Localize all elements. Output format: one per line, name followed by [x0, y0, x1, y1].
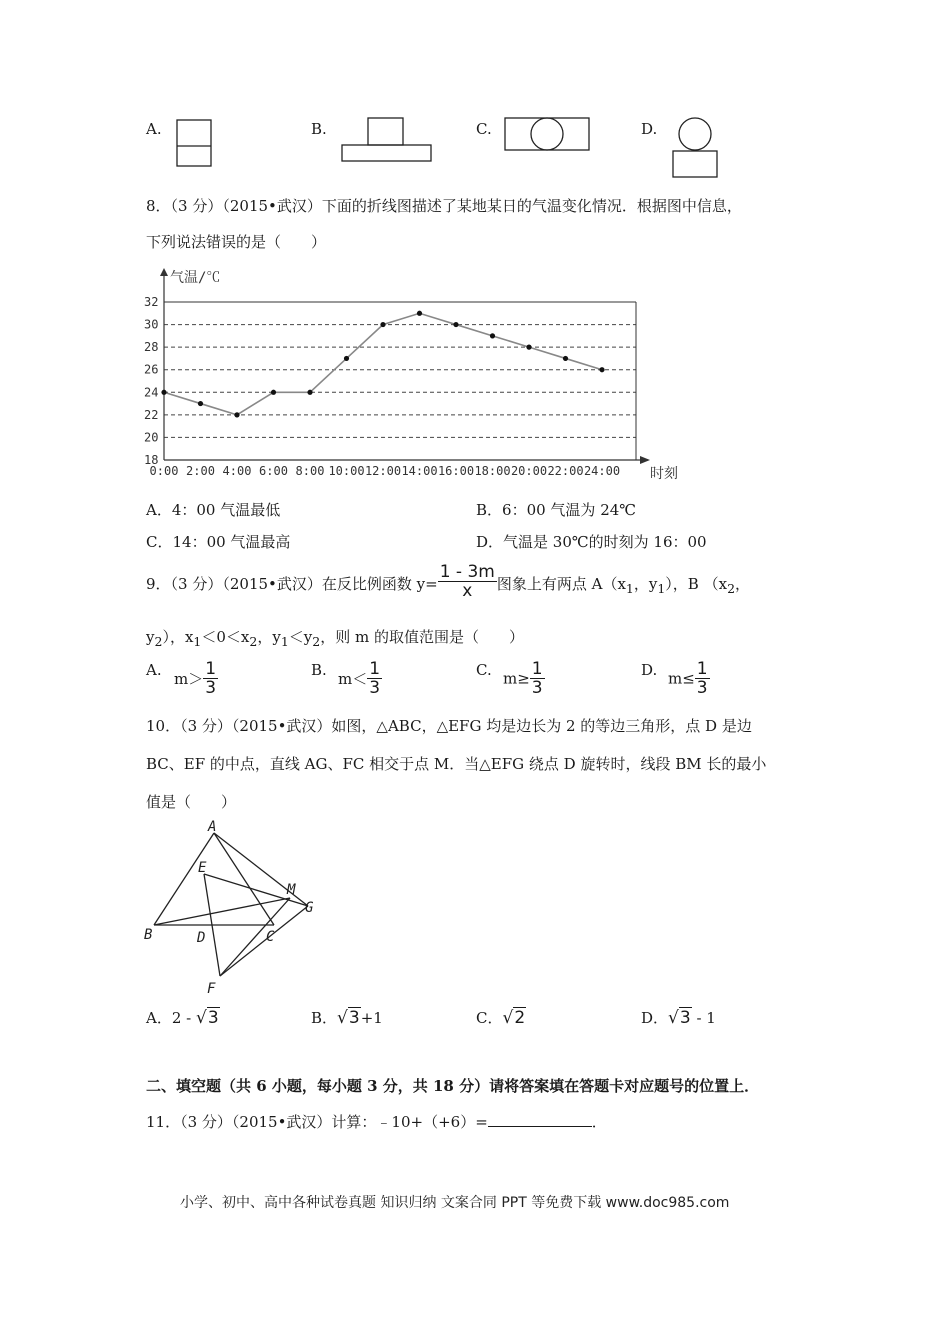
q9-option-a-num: 1	[205, 659, 217, 679]
q7-option-b-label: B.	[311, 120, 327, 138]
data-point-0	[161, 390, 166, 395]
q9-option-c	[503, 660, 545, 697]
data-point-9	[490, 333, 495, 338]
q11-text: 11．（3 分）（2015•武汉）计算：﹣10+（+6）=	[146, 1113, 488, 1131]
q10-option-c-radicand: 2	[514, 1008, 526, 1028]
data-point-8	[453, 322, 458, 327]
q9-option-d-num: 1	[696, 659, 708, 679]
temperature-line-chart	[140, 264, 700, 484]
chart-axes	[160, 268, 650, 464]
q10-option-b-radicand: 3	[348, 1008, 360, 1028]
q8-option-c: C．14：00 气温最高	[146, 533, 291, 551]
x-tick-label-1: 2:00	[186, 464, 215, 478]
q10-option-b-label: B．	[311, 1009, 338, 1027]
q9-option-b-num: 1	[369, 659, 381, 679]
q9-sub-2c: 2	[249, 634, 258, 649]
q10-stem-line1: 10．（3 分）（2015•武汉）如图，△ABC，△EFG 均是边长为 2 的等边三角形，点 D 是边	[146, 717, 752, 735]
data-point-5	[344, 356, 349, 361]
point-label-f: F	[207, 981, 216, 997]
q9-option-d-label: D.	[641, 661, 658, 679]
x-tick-label-9: 18:00	[474, 464, 511, 478]
data-point-1	[198, 401, 203, 406]
q8-stem-line1: 8．（3 分）（2015•武汉）下面的折线图描述了某地某日的气温变化情况．根据图中信息，	[146, 197, 742, 215]
q9-stem-line2	[146, 626, 524, 649]
q9-suffix-b: ，y	[633, 575, 658, 593]
chart-y-axis-label: 气温/℃	[170, 270, 221, 286]
q9-line2-a: y	[146, 628, 155, 646]
chart-x-axis-label: 时刻	[650, 466, 678, 482]
temperature-series	[164, 313, 602, 415]
q10-triangle-figure	[140, 818, 325, 998]
q10-option-d	[641, 1007, 716, 1028]
chart-points	[161, 311, 604, 418]
q7-option-a-label: A.	[146, 120, 162, 138]
q10-option-c-label: C．	[476, 1009, 503, 1027]
q9-line2-c: ＜0＜x	[201, 628, 250, 646]
x-tick-label-7: 14:00	[401, 464, 438, 478]
chart-grid	[164, 325, 636, 438]
q9-option-a	[174, 660, 218, 697]
q9-option-b-frac	[367, 660, 382, 697]
q9-option-d-frac	[695, 660, 710, 697]
q8-option-d: D．气温是 30℃的时刻为 16：00	[476, 533, 707, 551]
q9-sub-1b: 1	[657, 581, 666, 596]
x-tick-label-4: 8:00	[295, 464, 325, 478]
y-tick-label-28: 28	[144, 340, 159, 355]
q9-option-b-rel: m＜	[338, 670, 368, 688]
q10-option-d-sqrt: √3	[668, 1008, 691, 1028]
x-tick-label-6: 12:00	[364, 464, 402, 478]
q9-option-c-num: 1	[531, 659, 543, 679]
q8-option-b: B．6：00 气温为 24℃	[476, 501, 637, 519]
q7-option-a-figure	[175, 118, 215, 170]
q9-option-a-rel: m＞	[174, 670, 204, 688]
y-tick-label-30: 30	[144, 317, 159, 332]
q10-stem-line3: 值是（ ）	[146, 793, 237, 811]
q10-option-a-sqrt: √3	[196, 1008, 219, 1028]
q9-sub-1a: 1	[625, 581, 634, 596]
point-label-d: D	[197, 930, 206, 946]
q9-fraction	[438, 563, 497, 600]
q9-suffix-d: ，	[735, 575, 751, 593]
q9-option-b-label: B.	[311, 661, 327, 679]
q7-option-c-label: C.	[476, 120, 492, 138]
q10-option-b-sqrt: √3	[337, 1008, 360, 1028]
q9-option-a-frac	[203, 660, 218, 697]
x-tick-label-11: 22:00	[547, 464, 584, 478]
y-tick-label-32: 32	[144, 295, 159, 309]
page-footer: 小学、初中、高中各种试卷真题 知识归纳 文案合同 PPT 等免费下载 www.doc985.com	[180, 1195, 730, 1211]
x-tick-label-12: 24:00	[583, 464, 621, 478]
q9-sub-2b: 2	[154, 634, 163, 649]
q9-option-d-rel: m≤	[668, 669, 695, 688]
q9-option-c-label: C.	[476, 661, 492, 679]
q8-stem-line2: 下列说法错误的是（ ）	[146, 233, 327, 251]
section-2-title: 二、填空题（共 6 小题，每小题 3 分，共 18 分）请将答案填在答题卡对应题号的位置上．	[146, 1077, 760, 1095]
q9-line2-d: ，y	[257, 628, 281, 646]
x-tick-label-5: 10:00	[328, 464, 365, 478]
q9-line2-b: ），x	[162, 628, 194, 646]
q9-fraction-numerator: 1 - 3m	[439, 561, 495, 582]
q9-sub-2d: 2	[312, 634, 321, 649]
q9-option-c-den: 3	[531, 678, 543, 698]
q9-sub-2a: 2	[727, 581, 736, 596]
y-tick-label-20: 20	[144, 430, 159, 445]
q7-option-b-figure	[340, 116, 434, 164]
y-tick-label-18: 18	[144, 453, 159, 467]
q9-stem-line1	[146, 562, 750, 611]
data-point-12	[599, 367, 604, 372]
q9-sub-1d: 1	[280, 634, 289, 649]
x-axis-arrow	[640, 456, 650, 464]
q9-option-c-rel: m≥	[503, 669, 530, 688]
q7-option-d-figure	[670, 116, 722, 180]
q10-option-a-label: A．	[146, 1009, 172, 1027]
q9-prefix: 9．（3 分）（2015•武汉）在反比例函数 y=	[146, 575, 438, 593]
x-tick-label-10: 20:00	[510, 464, 548, 478]
q11-end: ．	[591, 1113, 607, 1131]
point-label-e: E	[198, 860, 207, 876]
data-point-6	[380, 322, 385, 327]
q9-option-b-den: 3	[369, 678, 381, 698]
x-tick-label-2: 4:00	[222, 464, 252, 478]
q9-fraction-denominator: x	[462, 580, 473, 601]
x-tick-label-8: 16:00	[437, 464, 475, 478]
q7-option-c-figure	[503, 116, 593, 154]
q7-option-d-label: D.	[641, 120, 658, 138]
data-point-3	[271, 390, 276, 395]
q10-option-c-sqrt: √2	[502, 1008, 526, 1028]
q9-option-a-den: 3	[205, 678, 217, 698]
x-tick-label-0: 0:00	[149, 464, 179, 478]
q10-option-a-pre: 2 -	[171, 1009, 196, 1027]
q10-option-a	[146, 1007, 220, 1028]
q9-line2-e: ＜y	[288, 628, 313, 646]
point-label-m: M	[287, 882, 296, 898]
q9-line2-f: ，则 m 的取值范围是（ ）	[320, 628, 524, 646]
q11-stem	[146, 1111, 607, 1132]
x-tick-label-3: 6:00	[259, 464, 288, 478]
point-label-a: A	[208, 819, 217, 835]
q10-option-a-radicand: 3	[207, 1008, 219, 1028]
q9-option-c-frac	[530, 660, 545, 697]
q10-option-b-post: +1	[360, 1009, 383, 1027]
y-tick-label-24: 24	[144, 385, 159, 400]
data-point-10	[526, 345, 531, 350]
q9-sub-1c: 1	[193, 634, 202, 649]
q8-option-a: A．4：00 气温最低	[146, 501, 281, 519]
data-point-11	[563, 356, 568, 361]
y-tick-label-26: 26	[144, 362, 159, 377]
q10-option-d-label: D．	[641, 1009, 669, 1027]
q11-answer-blank[interactable]	[488, 1112, 592, 1127]
point-label-g: G	[305, 900, 314, 916]
point-label-b: B	[144, 927, 153, 943]
q9-option-a-label: A.	[146, 661, 162, 679]
q10-option-c	[476, 1007, 526, 1028]
q10-stem-line2: BC、EF 的中点，直线 AG、FC 相交于点 M．当△EFG 绕点 D 旋转时，线段 BM 长的最小	[146, 755, 767, 773]
q9-option-d-den: 3	[696, 678, 708, 698]
q9-option-b	[338, 660, 382, 697]
data-point-2	[234, 412, 239, 417]
data-point-4	[307, 390, 312, 395]
q10-option-d-radicand: 3	[679, 1008, 691, 1028]
point-label-c: C	[266, 929, 275, 945]
chart-series-line	[164, 313, 602, 415]
y-axis-arrow	[160, 268, 168, 276]
data-point-7	[417, 311, 422, 316]
q9-suffix-c: ），B （x	[665, 575, 728, 593]
q9-suffix-a: 图象上有两点 A（x	[496, 575, 626, 593]
q9-option-d	[668, 660, 710, 697]
q10-option-d-post: - 1	[691, 1009, 716, 1027]
q10-option-b	[311, 1007, 383, 1028]
y-tick-label-22: 22	[144, 407, 159, 422]
